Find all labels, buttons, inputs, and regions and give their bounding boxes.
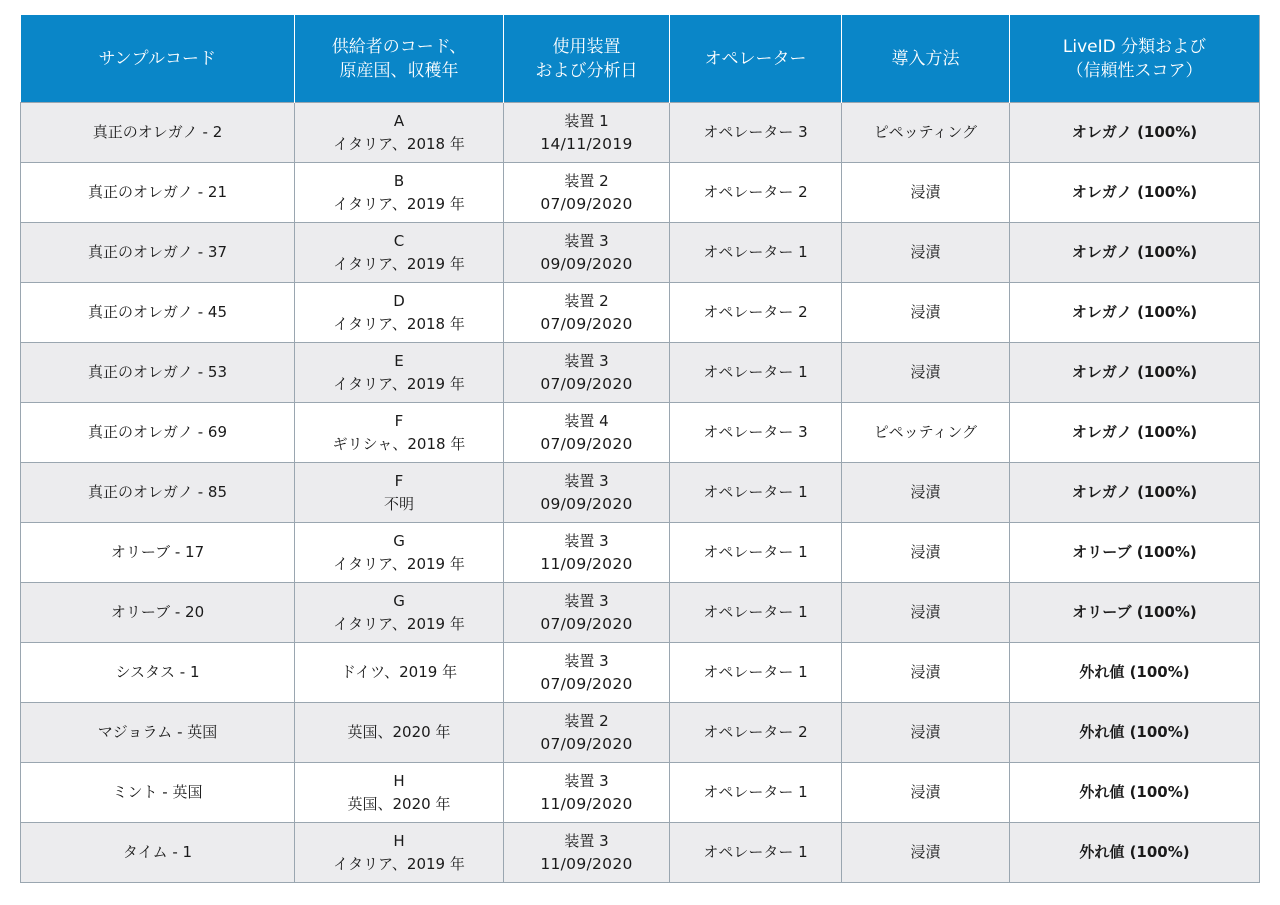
cell-supplier [295, 403, 504, 463]
cell-device [504, 463, 670, 523]
classification-text: 外れ値 (100%) [1079, 663, 1190, 681]
cell-method [842, 223, 1010, 283]
operator-text: オペレーター 1 [703, 483, 808, 501]
cell-method [842, 103, 1010, 163]
table-row [21, 523, 1260, 583]
cell-supplier [295, 583, 504, 643]
cell-operator [670, 403, 842, 463]
supplier-code-text: H [393, 771, 405, 790]
cell-device [504, 703, 670, 763]
cell-supplier [295, 523, 504, 583]
method-text: 浸漬 [910, 783, 941, 801]
header-classification [1010, 15, 1260, 103]
supplier-code-text: B [393, 171, 405, 190]
cell-device [504, 583, 670, 643]
origin-year-text: ギリシャ、2018 年 [332, 434, 466, 453]
sample-code-text: オリーブ - 20 [110, 603, 205, 621]
sample-code-text: 真正のオレガノ - 85 [87, 483, 228, 501]
cell-sample-code [21, 823, 295, 883]
sample-code-text: タイム - 1 [122, 843, 193, 861]
device-text: 装置 3 [564, 771, 609, 790]
operator-text: オペレーター 3 [703, 423, 808, 441]
cell-method [842, 283, 1010, 343]
cell-operator [670, 223, 842, 283]
sample-code-text: マジョラム - 英国 [97, 723, 218, 741]
cell-supplier [295, 283, 504, 343]
cell-operator [670, 163, 842, 223]
table-row [21, 763, 1260, 823]
header-method [842, 15, 1010, 103]
origin-year-text: 不明 [383, 494, 414, 513]
cell-operator [670, 343, 842, 403]
cell-sample-code [21, 163, 295, 223]
cell-method [842, 703, 1010, 763]
header-row [21, 15, 1260, 103]
cell-operator [670, 703, 842, 763]
method-text: 浸漬 [910, 243, 941, 261]
supplier-code-text: G [393, 531, 405, 550]
sample-code-text: シスタス - 1 [115, 663, 200, 681]
cell-device [504, 343, 670, 403]
origin-year-text: イタリア、2019 年 [333, 194, 465, 213]
cell-classification [1010, 223, 1260, 283]
operator-text: オペレーター 3 [703, 123, 808, 141]
supplier-code-text: F [394, 471, 404, 490]
cell-method [842, 763, 1010, 823]
operator-text: オペレーター 1 [703, 663, 808, 681]
method-text: 浸漬 [910, 543, 941, 561]
device-text: 装置 3 [564, 351, 609, 370]
analysis-date-text: 09/09/2020 [540, 494, 633, 513]
sample-code-text: 真正のオレガノ - 21 [87, 183, 228, 201]
operator-text: オペレーター 1 [703, 783, 808, 801]
cell-device [504, 163, 670, 223]
cell-classification [1010, 403, 1260, 463]
table-row [21, 403, 1260, 463]
cell-sample-code [21, 643, 295, 703]
classification-text: オレガノ (100%) [1071, 423, 1198, 441]
cell-device [504, 403, 670, 463]
cell-sample-code [21, 223, 295, 283]
table-row [21, 703, 1260, 763]
cell-supplier [295, 763, 504, 823]
cell-sample-code [21, 283, 295, 343]
cell-supplier [295, 463, 504, 523]
cell-sample-code [21, 403, 295, 463]
results-table [20, 15, 1260, 883]
header-operator-label: オペレーター [704, 48, 807, 69]
method-text: 浸漬 [910, 483, 941, 501]
supplier-code-text: A [393, 111, 405, 130]
sample-code-text: オリーブ - 17 [110, 543, 205, 561]
header-supplier-line2: 原産国、収穫年 [339, 60, 459, 81]
cell-supplier [295, 643, 504, 703]
classification-text: オリーブ (100%) [1072, 603, 1197, 621]
cell-device [504, 283, 670, 343]
device-text: 装置 4 [564, 411, 609, 430]
cell-device [504, 823, 670, 883]
cell-method [842, 643, 1010, 703]
header-classification-line1: LiveID 分類および [1062, 36, 1207, 57]
cell-sample-code [21, 763, 295, 823]
analysis-date-text: 07/09/2020 [540, 314, 633, 333]
header-device [504, 15, 670, 103]
cell-operator [670, 823, 842, 883]
sample-code-text: 真正のオレガノ - 69 [87, 423, 228, 441]
method-text: 浸漬 [910, 183, 941, 201]
cell-supplier [295, 163, 504, 223]
results-table-container [20, 15, 1259, 883]
classification-text: オレガノ (100%) [1071, 243, 1198, 261]
device-text: 装置 3 [564, 231, 609, 250]
classification-text: オレガノ (100%) [1071, 303, 1198, 321]
classification-text: オレガノ (100%) [1071, 183, 1198, 201]
sample-code-text: 真正のオレガノ - 45 [87, 303, 228, 321]
device-text: 装置 2 [564, 291, 609, 310]
cell-device [504, 103, 670, 163]
cell-sample-code [21, 703, 295, 763]
cell-method [842, 343, 1010, 403]
table-row [21, 823, 1260, 883]
classification-text: オリーブ (100%) [1072, 543, 1197, 561]
origin-year-text: イタリア、2019 年 [333, 254, 465, 273]
origin-year-text: イタリア、2019 年 [333, 614, 465, 633]
table-row [21, 223, 1260, 283]
sample-code-text: 真正のオレガノ - 53 [87, 363, 228, 381]
operator-text: オペレーター 2 [703, 183, 808, 201]
classification-text: 外れ値 (100%) [1079, 723, 1190, 741]
cell-classification [1010, 463, 1260, 523]
classification-text: 外れ値 (100%) [1079, 783, 1190, 801]
cell-method [842, 403, 1010, 463]
table-row [21, 583, 1260, 643]
method-text: 浸漬 [910, 363, 941, 381]
origin-year-text: イタリア、2018 年 [333, 314, 465, 333]
operator-text: オペレーター 1 [703, 243, 808, 261]
header-classification-line2: （信頼性スコア） [1066, 60, 1203, 81]
cell-operator [670, 523, 842, 583]
supplier-code-text: H [393, 831, 405, 850]
origin-year-text: イタリア、2019 年 [333, 554, 465, 573]
device-text: 装置 3 [564, 591, 609, 610]
header-device-line2: および分析日 [535, 60, 638, 81]
cell-method [842, 583, 1010, 643]
method-text: 浸漬 [910, 303, 941, 321]
cell-method [842, 823, 1010, 883]
cell-operator [670, 283, 842, 343]
cell-operator [670, 763, 842, 823]
cell-sample-code [21, 103, 295, 163]
classification-text: オレガノ (100%) [1071, 363, 1198, 381]
cell-supplier [295, 223, 504, 283]
cell-supplier [295, 343, 504, 403]
table-row [21, 643, 1260, 703]
supplier-code-text: F [394, 411, 404, 430]
cell-supplier [295, 823, 504, 883]
table-row [21, 343, 1260, 403]
analysis-date-text: 07/09/2020 [540, 734, 633, 753]
origin-year-text: 英国、2020 年 [347, 794, 451, 813]
header-supplier [295, 15, 504, 103]
sample-code-text: 真正のオレガノ - 37 [87, 243, 228, 261]
supplier-code-text: G [393, 591, 405, 610]
device-text: 装置 2 [564, 711, 609, 730]
operator-text: オペレーター 1 [703, 543, 808, 561]
analysis-date-text: 11/09/2020 [540, 794, 633, 813]
cell-classification [1010, 703, 1260, 763]
analysis-date-text: 07/09/2020 [540, 674, 633, 693]
analysis-date-text: 07/09/2020 [540, 434, 633, 453]
analysis-date-text: 07/09/2020 [540, 374, 633, 393]
cell-device [504, 523, 670, 583]
analysis-date-text: 14/11/2019 [540, 134, 633, 153]
cell-method [842, 463, 1010, 523]
cell-operator [670, 463, 842, 523]
cell-classification [1010, 643, 1260, 703]
analysis-date-text: 07/09/2020 [540, 194, 633, 213]
device-text: 装置 3 [564, 651, 609, 670]
device-text: 装置 1 [564, 111, 609, 130]
origin-year-text: ドイツ、2019 年 [340, 663, 458, 681]
cell-sample-code [21, 583, 295, 643]
device-text: 装置 3 [564, 831, 609, 850]
method-text: ピペッティング [873, 423, 978, 441]
method-text: 浸漬 [910, 603, 941, 621]
cell-classification [1010, 583, 1260, 643]
sample-code-text: ミント - 英国 [112, 783, 203, 801]
method-text: ピペッティング [873, 123, 978, 141]
table-row [21, 163, 1260, 223]
table-row [21, 463, 1260, 523]
table-header [21, 15, 1260, 103]
cell-device [504, 223, 670, 283]
origin-year-text: 英国、2020 年 [347, 723, 451, 741]
method-text: 浸漬 [910, 723, 941, 741]
cell-classification [1010, 163, 1260, 223]
cell-classification [1010, 343, 1260, 403]
cell-classification [1010, 823, 1260, 883]
device-text: 装置 3 [564, 531, 609, 550]
cell-operator [670, 103, 842, 163]
cell-classification [1010, 763, 1260, 823]
analysis-date-text: 09/09/2020 [540, 254, 633, 273]
device-text: 装置 3 [564, 471, 609, 490]
cell-classification [1010, 103, 1260, 163]
cell-sample-code [21, 523, 295, 583]
header-supplier-line1: 供給者のコード、 [331, 36, 467, 57]
cell-operator [670, 643, 842, 703]
sample-code-text: 真正のオレガノ - 2 [92, 123, 223, 141]
classification-text: オレガノ (100%) [1071, 483, 1198, 501]
cell-classification [1010, 523, 1260, 583]
cell-device [504, 763, 670, 823]
cell-classification [1010, 283, 1260, 343]
header-device-line1: 使用装置 [552, 36, 621, 57]
supplier-code-text: E [394, 351, 404, 370]
operator-text: オペレーター 1 [703, 603, 808, 621]
header-method-label: 導入方法 [891, 48, 960, 69]
header-operator [670, 15, 842, 103]
analysis-date-text: 11/09/2020 [540, 854, 633, 873]
cell-sample-code [21, 463, 295, 523]
method-text: 浸漬 [910, 663, 941, 681]
origin-year-text: イタリア、2019 年 [333, 374, 465, 393]
analysis-date-text: 07/09/2020 [540, 614, 633, 633]
table-body [21, 103, 1260, 883]
table-row [21, 103, 1260, 163]
supplier-code-text: D [393, 291, 405, 310]
table-row [21, 283, 1260, 343]
analysis-date-text: 11/09/2020 [540, 554, 633, 573]
origin-year-text: イタリア、2018 年 [333, 134, 465, 153]
cell-method [842, 523, 1010, 583]
classification-text: オレガノ (100%) [1071, 123, 1198, 141]
cell-device [504, 643, 670, 703]
supplier-code-text: C [393, 231, 405, 250]
cell-method [842, 163, 1010, 223]
cell-operator [670, 583, 842, 643]
cell-sample-code [21, 343, 295, 403]
header-sample-code-label: サンプルコード [98, 48, 216, 69]
cell-supplier [295, 703, 504, 763]
operator-text: オペレーター 2 [703, 303, 808, 321]
device-text: 装置 2 [564, 171, 609, 190]
operator-text: オペレーター 1 [703, 363, 808, 381]
cell-supplier [295, 103, 504, 163]
operator-text: オペレーター 2 [703, 723, 808, 741]
header-sample-code [21, 15, 295, 103]
operator-text: オペレーター 1 [703, 843, 808, 861]
classification-text: 外れ値 (100%) [1079, 843, 1190, 861]
origin-year-text: イタリア、2019 年 [333, 854, 465, 873]
method-text: 浸漬 [910, 843, 941, 861]
